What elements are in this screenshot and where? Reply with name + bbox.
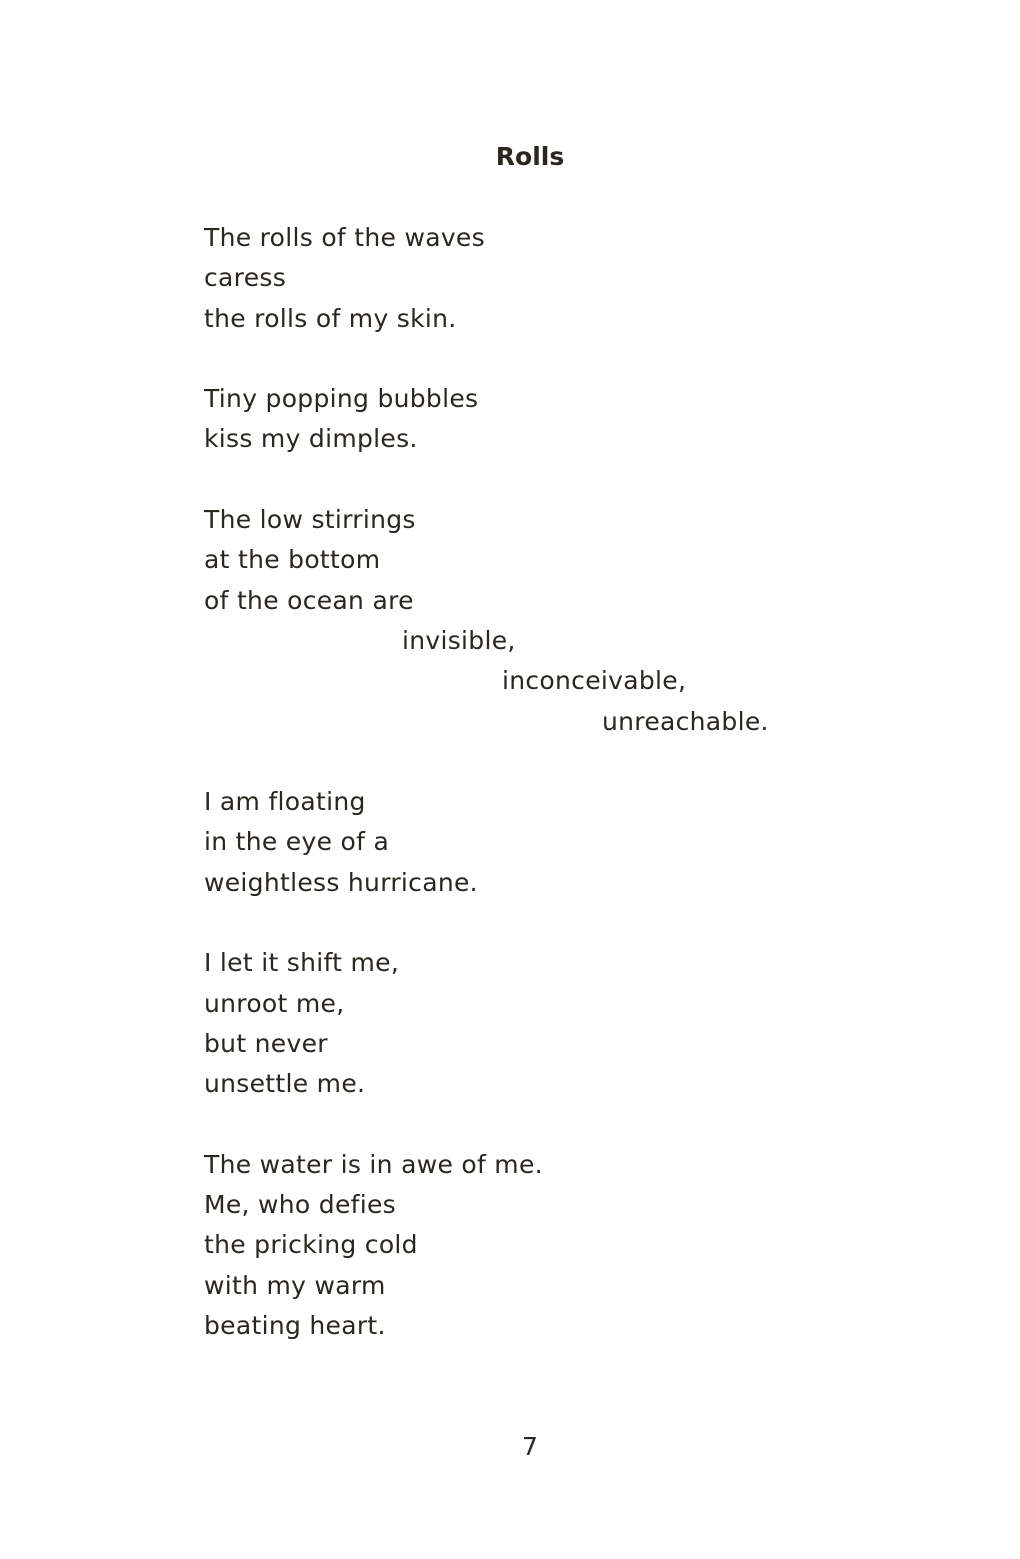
poem-line: The water is in awe of me. bbox=[204, 1149, 543, 1179]
poem-line: with my warm bbox=[204, 1270, 386, 1300]
poem-line: but never bbox=[204, 1028, 328, 1058]
poem-line: of the ocean are bbox=[204, 585, 414, 615]
stanza-1 bbox=[204, 218, 904, 339]
poem-line-indented: invisible, bbox=[402, 625, 516, 655]
stanza-break bbox=[204, 339, 904, 379]
poem-line: The rolls of the waves bbox=[204, 223, 485, 252]
stanza-2 bbox=[204, 379, 904, 460]
poem-line: in the eye of a bbox=[204, 827, 390, 857]
poem-title: Rolls bbox=[495, 142, 565, 171]
stanza-4 bbox=[204, 782, 904, 903]
poem-line: caress bbox=[204, 263, 287, 293]
poem-line: I let it shift me, bbox=[204, 948, 400, 978]
stanza-6 bbox=[204, 1145, 904, 1346]
poem-line-indented: unreachable. bbox=[602, 706, 769, 736]
poem-line: unroot me, bbox=[204, 988, 345, 1018]
poem-line: the rolls of my skin. bbox=[204, 303, 457, 333]
poem-body bbox=[204, 218, 904, 1346]
stanza-3 bbox=[204, 500, 904, 742]
stanza-break bbox=[204, 460, 904, 500]
poem-line-indented: inconceivable, bbox=[502, 666, 687, 696]
poem-line: Tiny popping bubbles bbox=[204, 384, 479, 414]
stanza-break bbox=[204, 1105, 904, 1145]
poem-line: weightless hurricane. bbox=[204, 867, 478, 897]
poem-line: unsettle me. bbox=[204, 1069, 366, 1099]
poem-line: beating heart. bbox=[204, 1311, 386, 1341]
poem-line: kiss my dimples. bbox=[204, 424, 418, 454]
page-number: 7 bbox=[522, 1432, 538, 1461]
stanza-break bbox=[204, 903, 904, 943]
poem-line: the pricking cold bbox=[204, 1230, 418, 1260]
stanza-break bbox=[204, 742, 904, 782]
poem-line: Me, who defies bbox=[204, 1190, 396, 1220]
poem-line: at the bottom bbox=[204, 545, 381, 575]
poem-line: The low stirrings bbox=[204, 505, 416, 535]
stanza-5 bbox=[204, 943, 904, 1104]
poem-line: I am floating bbox=[204, 787, 366, 817]
